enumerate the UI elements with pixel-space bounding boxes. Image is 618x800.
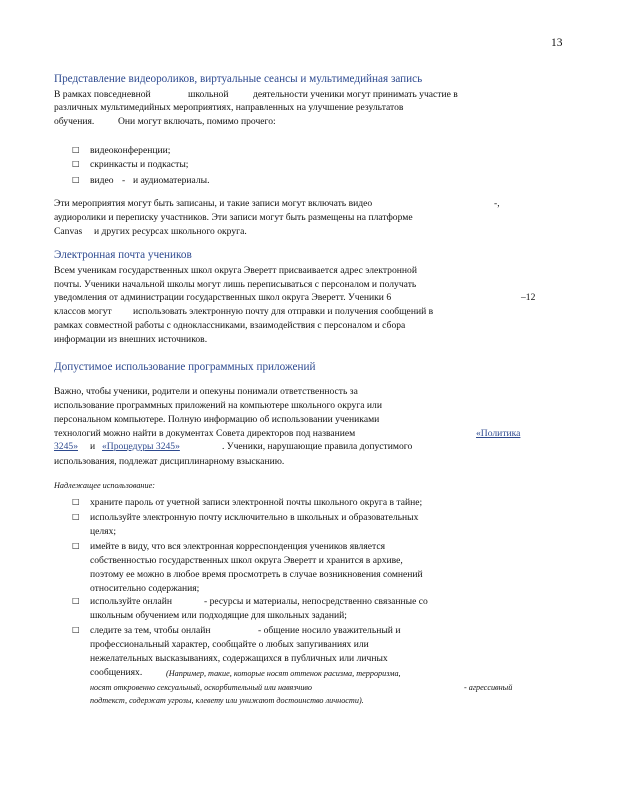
list-item: видео — [90, 175, 114, 186]
paragraph-text: обучения. — [54, 116, 95, 127]
paragraph-text: различных мультимедийных мероприятиях, направленных на улучшение результатов — [54, 102, 404, 113]
list-item: скринкасты и подкасты; — [90, 159, 189, 170]
bullet-icon: □ — [72, 159, 80, 168]
list-item: используйте электронную почту исключительно в школьных и образовательных — [90, 512, 419, 523]
policy-3245-link-number[interactable]: 3245» — [54, 441, 78, 452]
list-item: следите за тем, чтобы онлайн — [90, 625, 211, 636]
paragraph-text: использовать электронную почту для отправки и получения сообщений в — [133, 306, 434, 317]
note-text: (Например, такие, которые носят оттенок расизма, терроризма, — [166, 669, 401, 678]
list-item: - общение носило уважительный и — [258, 625, 401, 636]
list-item: профессиональный характер, сообщайте о любых запугиваниях или — [90, 639, 369, 650]
list-item: используйте онлайн — [90, 596, 172, 607]
paragraph-text: использование программных приложений на компьютере школьного округа или — [54, 400, 382, 411]
paragraph-text: уведомления от администрации государственных школ округа Эверетт. Ученики 6 — [54, 292, 392, 303]
paragraph-text: школьной — [188, 89, 229, 100]
list-label: Надлежащее использование: — [54, 481, 155, 490]
list-item: школьным обучением или подходящие для школьных заданий; — [90, 610, 347, 621]
bullet-icon: □ — [72, 625, 80, 634]
bullet-icon: □ — [72, 596, 80, 605]
paragraph-text: -, — [494, 198, 500, 209]
page-number: 13 — [551, 37, 563, 49]
list-item: собственностью государственных школ округа Эверетт и хранится в архиве, — [90, 555, 403, 566]
list-item: сообщениях. — [90, 667, 143, 678]
paragraph-text: Они могут включать, помимо прочего: — [118, 116, 276, 127]
paragraph-text: информации из внешних источников. — [54, 334, 208, 345]
paragraph-text: классов могут — [54, 306, 112, 317]
bullet-icon: □ — [72, 497, 80, 506]
paragraph-text: Всем ученикам государственных школ округа Эверетт присваивается адрес электронной — [54, 265, 417, 276]
list-item-dash: - — [122, 175, 126, 186]
section-heading-multimedia: Представление видеороликов, виртуальные сеансы и мультимедийная запись — [54, 73, 423, 85]
paragraph-text: –12 — [521, 292, 536, 303]
bullet-icon: □ — [72, 512, 80, 521]
list-item: видеоконференции; — [90, 145, 171, 156]
bullet-icon: □ — [72, 175, 80, 184]
list-item: - ресурсы и материалы, непосредственно связанные со — [204, 596, 428, 607]
section-heading-student-email: Электронная почта учеников — [54, 249, 192, 261]
section-heading-acceptable-use: Допустимое использование программных приложений — [54, 361, 316, 373]
paragraph-text: . Ученики, нарушающие правила допустимого — [222, 441, 413, 452]
bullet-icon: □ — [72, 541, 80, 550]
note-text: подтекст, содержат угрозы, клевету или унижают достоинство личности). — [90, 696, 364, 705]
paragraph-text: аудиоролики и переписку участников. Эти записи могут быть размещены на платформе — [54, 212, 413, 223]
paragraph-text: и — [90, 441, 96, 452]
procedure-3245-link[interactable]: «Процедуры 3245» — [102, 441, 180, 452]
paragraph-text: Важно, чтобы ученики, родители и опекуны понимали ответственность за — [54, 386, 358, 397]
list-item: храните пароль от учетной записи электронной почты школьного округа в тайне; — [90, 497, 423, 508]
paragraph-text: технологий можно найти в документах Совета директоров под названием — [54, 428, 356, 439]
paragraph-text: почты. Ученики начальной школы могут лишь переписываться с персоналом и получать — [54, 279, 417, 290]
paragraph-text: персональном компьютере. Полную информацию об использовании учениками — [54, 414, 380, 425]
list-item: относительно содержания; — [90, 583, 200, 594]
note-text: - агрессивный — [464, 683, 513, 692]
paragraph-text: и других ресурсах школьного округа. — [94, 226, 247, 237]
list-item: целях; — [90, 526, 117, 537]
paragraph-text: В рамках повседневной — [54, 89, 151, 100]
paragraph-text: Эти мероприятия могут быть записаны, и такие записи могут включать видео — [54, 198, 373, 209]
paragraph-text: деятельности ученики могут принимать участие в — [253, 89, 458, 100]
policy-3245-link[interactable]: «Политика — [476, 428, 521, 439]
paragraph-text: Canvas — [54, 226, 83, 237]
list-item: нежелательных высказываниях, содержащихся в публичных или личных — [90, 653, 388, 664]
paragraph-text: использования, подлежат дисциплинарному взысканию. — [54, 456, 285, 467]
paragraph-text: рамках совместной работы с одноклассниками, взаимодействия с персоналом и сбора — [54, 320, 406, 331]
bullet-icon: □ — [72, 145, 80, 154]
note-text: носят откровенно сексуальный, оскорбительный или навязчиво — [90, 683, 312, 692]
list-item: поэтому ее можно в любое время просмотреть в случае возникновения сомнений — [90, 569, 423, 580]
list-item: имейте в виду, что вся электронная корреспонденция учеников является — [90, 541, 385, 552]
list-item: и аудиоматериалы. — [133, 175, 210, 186]
